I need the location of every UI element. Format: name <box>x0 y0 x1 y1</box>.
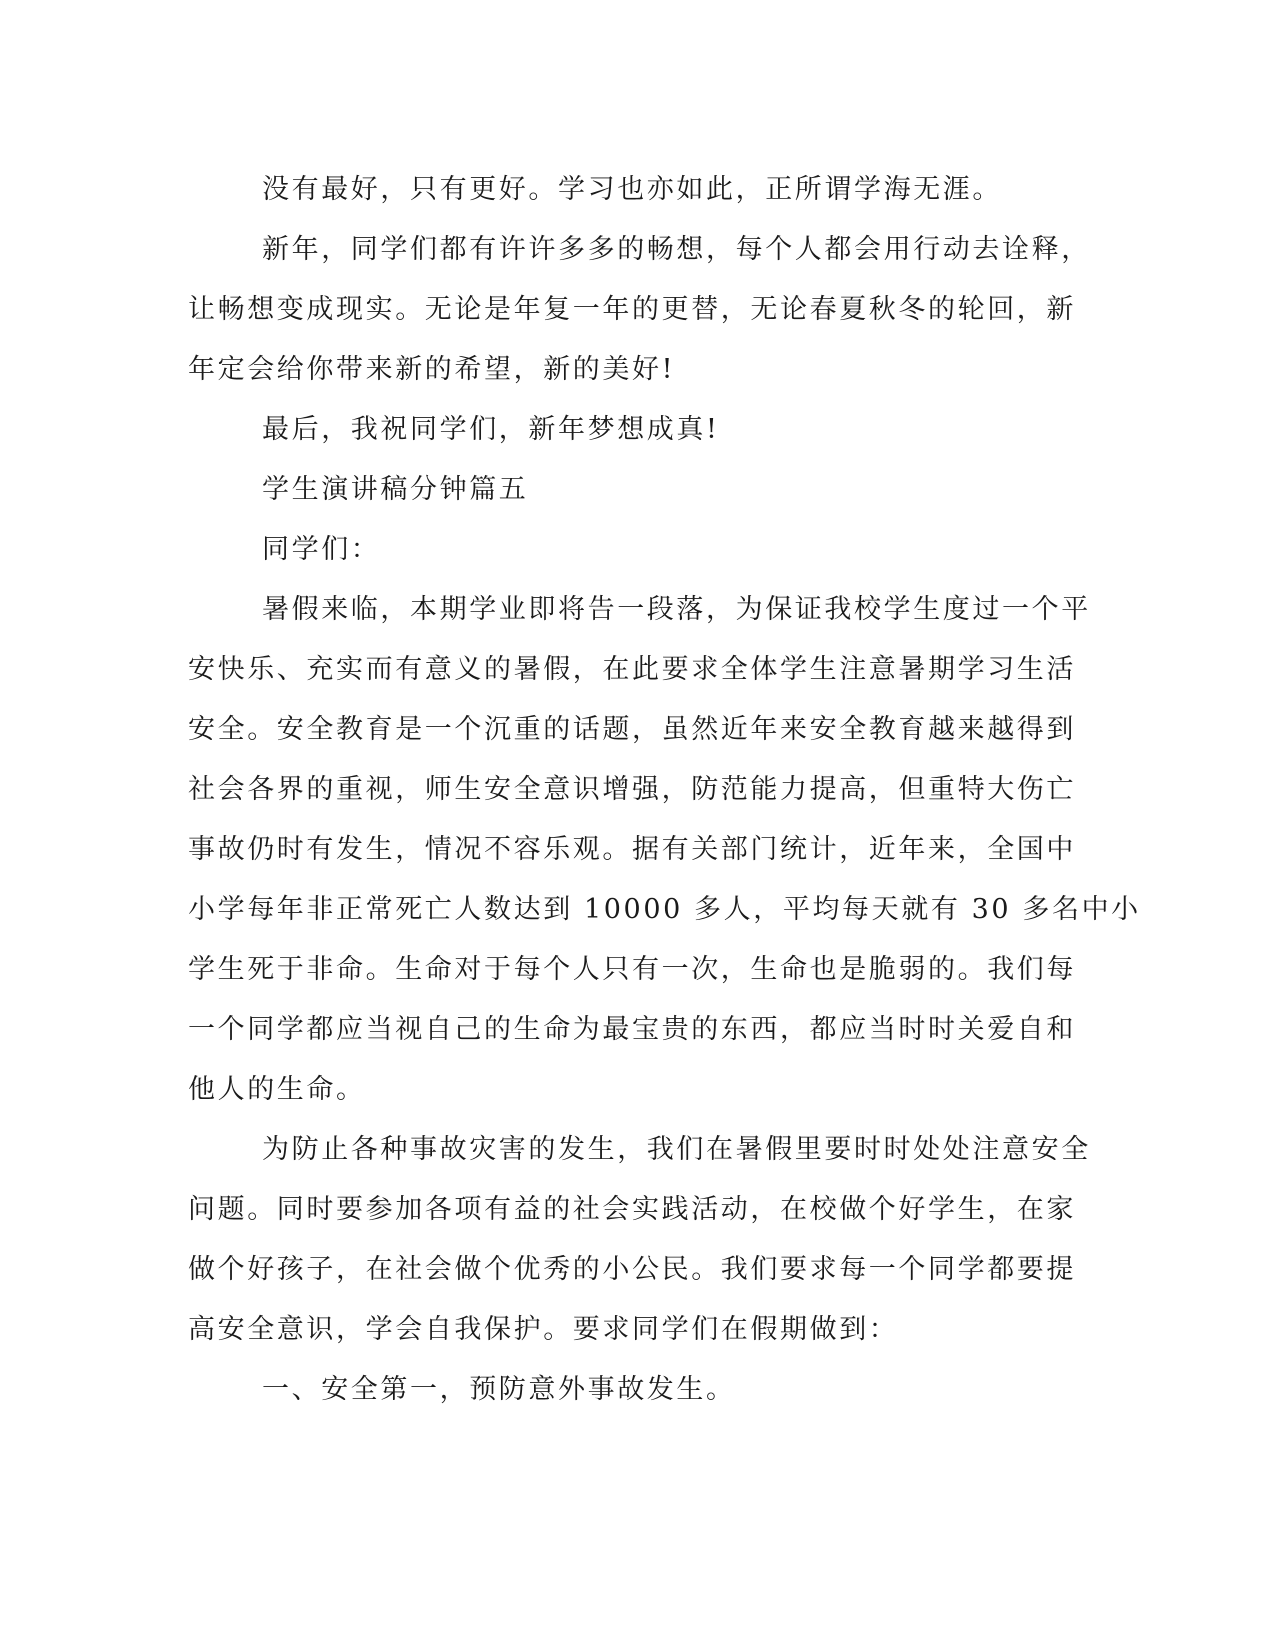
text-line: 一个同学都应当视自己的生命为最宝贵的东西，都应当时时关爱自和 <box>188 1014 1076 1045</box>
paragraph <box>188 580 1141 1120</box>
text-line: 为防止各种事故灾害的发生，我们在暑假里要时时处处注意安全 <box>262 1134 1091 1165</box>
text-line: 学生死于非命。生命对于每个人只有一次，生命也是脆弱的。我们每 <box>188 954 1076 985</box>
paragraph <box>188 160 1068 220</box>
text-line: 社会各界的重视，师生安全意识增强，防范能力提高，但重特大伤亡 <box>188 774 1076 805</box>
text-line: 做个好孩子，在社会做个优秀的小公民。我们要求每一个同学都要提 <box>188 1254 1076 1285</box>
text-line: 新年，同学们都有许许多多的畅想，每个人都会用行动去诠释， <box>262 234 1091 265</box>
text-line: 他人的生命。 <box>188 1074 366 1105</box>
text-line: 暑假来临，本期学业即将告一段落，为保证我校学生度过一个平 <box>262 594 1091 625</box>
paragraph <box>188 220 1091 400</box>
text-line: 一、安全第一，预防意外事故发生。 <box>262 1374 736 1405</box>
text-line: 同学们： <box>262 534 381 565</box>
section-heading <box>188 460 1068 520</box>
text-line: 小学每年非正常死亡人数达到 10000 多人，平均每天就有 30 多名中小 <box>188 894 1141 925</box>
text-line: 让畅想变成现实。无论是年复一年的更替，无论春夏秋冬的轮回，新 <box>188 294 1076 325</box>
text-line: 没有最好，只有更好。学习也亦如此，正所谓学海无涯。 <box>262 174 1002 205</box>
text-line: 安快乐、充实而有意义的暑假，在此要求全体学生注意暑期学习生活 <box>188 654 1076 685</box>
text-line: 最后，我祝同学们，新年梦想成真! <box>262 414 720 445</box>
text-line: 事故仍时有发生，情况不容乐观。据有关部门统计，近年来，全国中 <box>188 834 1076 865</box>
text-line: 学生演讲稿分钟篇五 <box>262 474 529 505</box>
paragraph <box>188 1120 1091 1360</box>
list-heading <box>188 1360 1068 1420</box>
text-line: 问题。同时要参加各项有益的社会实践活动，在校做个好学生，在家 <box>188 1194 1076 1225</box>
text-line: 高安全意识，学会自我保护。要求同学们在假期做到： <box>188 1314 899 1345</box>
text-line: 安全。安全教育是一个沉重的话题，虽然近年来安全教育越来越得到 <box>188 714 1076 745</box>
salutation <box>188 520 1068 580</box>
document-body <box>188 160 1141 1420</box>
paragraph <box>188 400 1068 460</box>
text-line: 年定会给你带来新的希望，新的美好! <box>188 354 676 385</box>
